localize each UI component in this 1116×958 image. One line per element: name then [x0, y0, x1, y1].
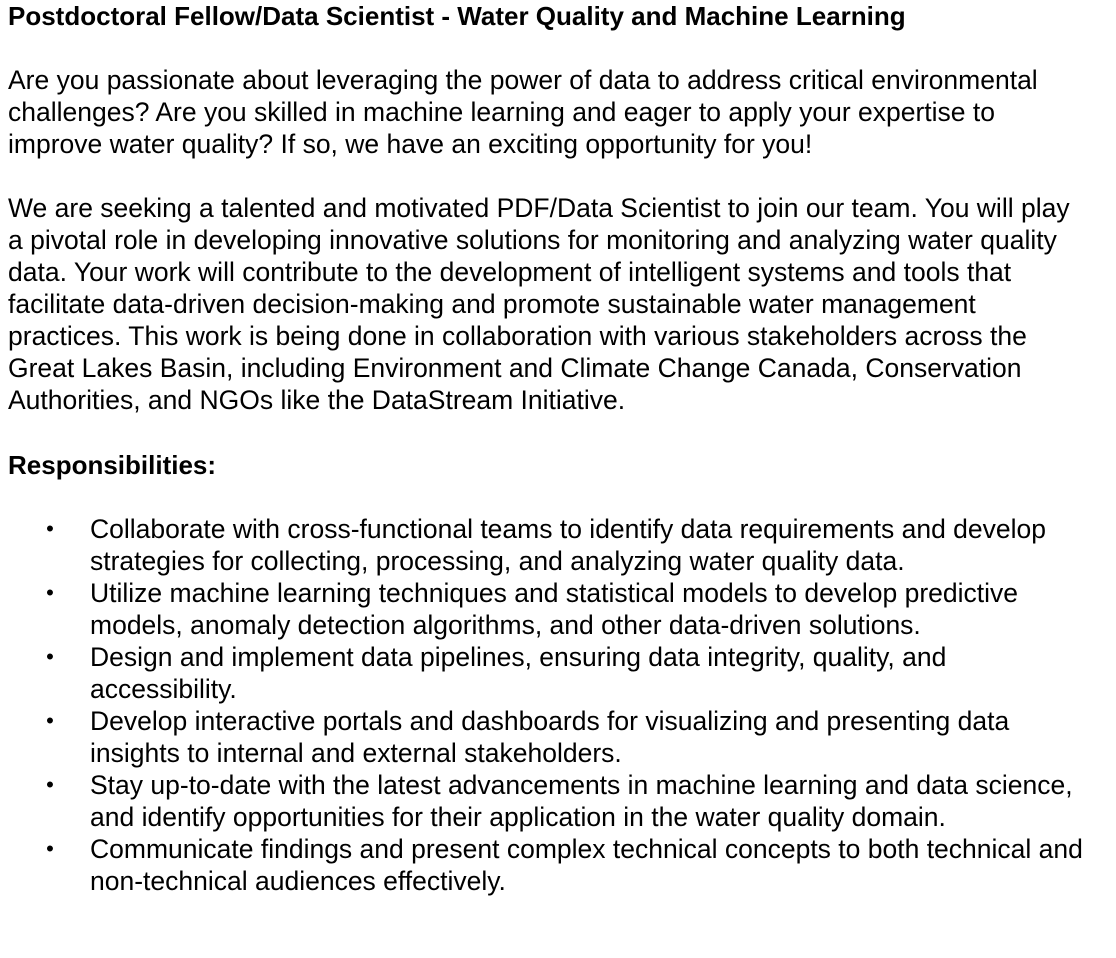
- role-description-paragraph: We are seeking a talented and motivated PDF/Data Scientist to join our team. You will play a pivotal role in developing innovative solutions for monitoring and analyzing water quality data. Your work will contribute to the development of intelligent systems and tools that facilitate data-driven decision-making and promote sustainable water management practices. This work is being done in collaboration with various stakeholders across the Great Lakes Basin, including Environment and Climate Change Canada, Conservation Authorities, and NGOs like the DataStream Initiative.: [8, 193, 1070, 415]
- page-title: Postdoctoral Fellow/Data Scientist - Water Quality and Machine Learning: [8, 1, 906, 31]
- responsibility-text: Collaborate with cross-functional teams to identify data requirements and develop strategies for collecting, processing, and analyzing water quality data.: [90, 514, 1046, 576]
- list-item: [0, 833, 1090, 897]
- bullet-icon: •: [46, 580, 54, 605]
- responsibility-text: Stay up-to-date with the latest advancements in machine learning and data science, and identify opportunities for their application in the water quality domain.: [90, 770, 1073, 832]
- intro-paragraph: Are you passionate about leveraging the power of data to address critical environmental challenges? Are you skilled in machine learning and eager to apply your expertise to improve water quality? If so, we have an exciting opportunity for you!: [8, 65, 1038, 159]
- responsibility-text: Develop interactive portals and dashboards for visualizing and presenting data insights to internal and external stakeholders.: [90, 706, 1010, 768]
- list-item: [0, 705, 1090, 769]
- responsibilities-list: [0, 513, 1110, 897]
- list-item: [0, 641, 1090, 705]
- responsibility-text: Communicate findings and present complex technical concepts to both technical and non-technical audiences effectively.: [90, 834, 1083, 896]
- responsibilities-heading: Responsibilities:: [8, 450, 217, 480]
- responsibility-text: Utilize machine learning techniques and statistical models to develop predictive models, anomaly detection algorithms, and other data-driven solutions.: [90, 578, 1019, 640]
- responsibility-text: Design and implement data pipelines, ensuring data integrity, quality, and accessibility.: [90, 642, 947, 704]
- bullet-icon: •: [46, 836, 54, 861]
- bullet-icon: •: [46, 516, 54, 541]
- bullet-icon: •: [46, 708, 54, 733]
- bullet-icon: •: [46, 644, 54, 669]
- list-item: [0, 513, 1090, 577]
- list-item: [0, 769, 1090, 833]
- list-item: [0, 577, 1090, 641]
- bullet-icon: •: [46, 772, 54, 797]
